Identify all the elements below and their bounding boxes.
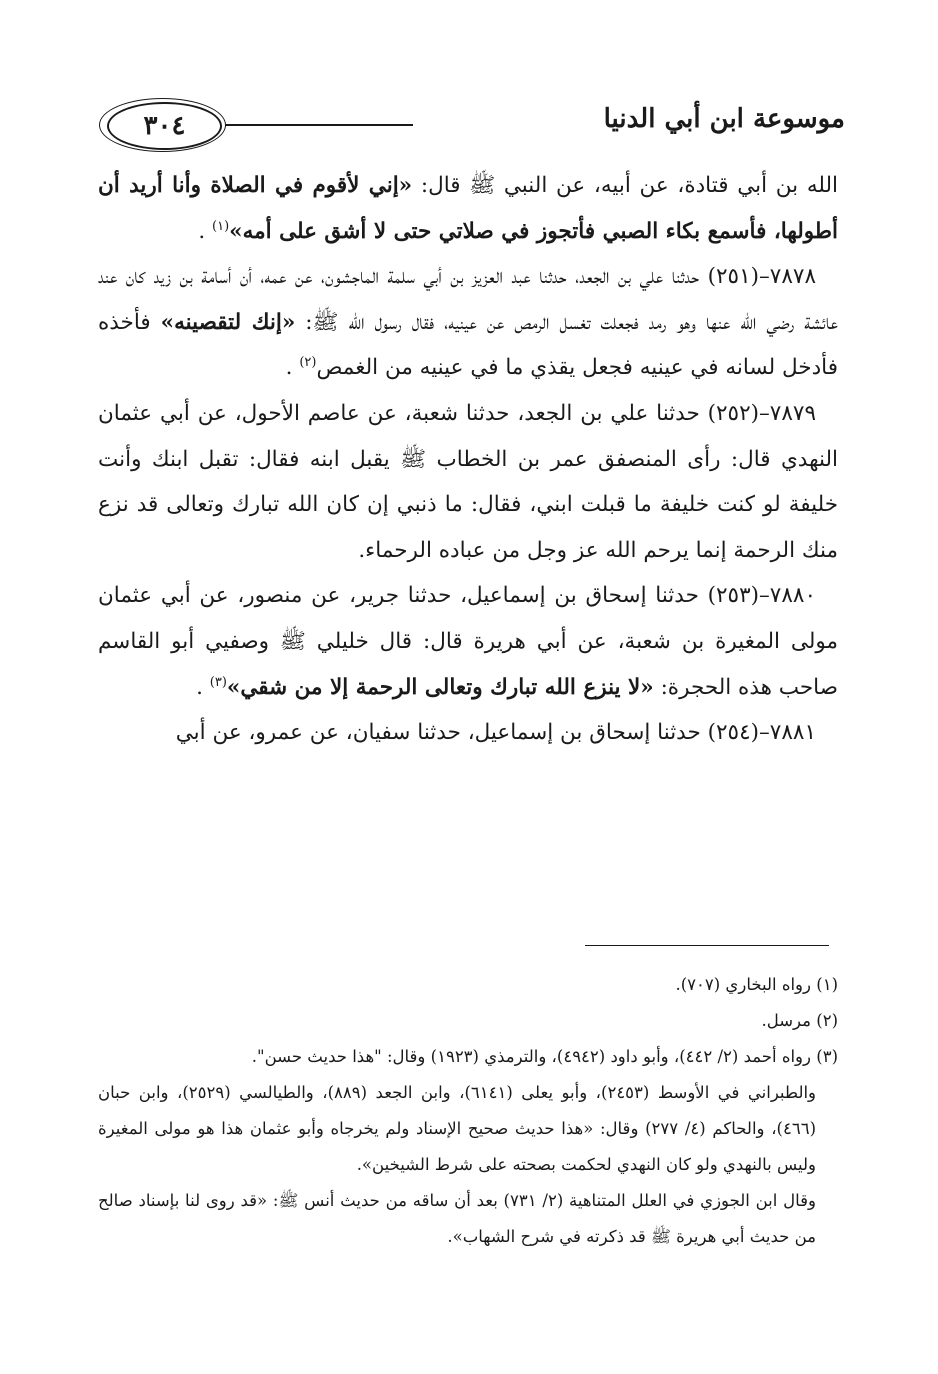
hadith-text: الله بن أبي قتادة، عن أبيه، عن النبي ﷺ قال:: [412, 173, 838, 198]
footnote-3-continued: والطبراني في الأوسط (٢٤٥٣)، وأبو يعلى (٦١٤١)، وابن الجعد (٨٨٩)، والطيالسي (٢٥٢٩)، وابن حبان (٤٦٦)، والحاكم (٤/ ٢٧٧) وقال: «هذا حديث صحيح الإسناد ولم يخرجاه وأبو عثمان هذا هو مولى المغيرة وليس بالنهدي ولو كان النهدي لحكمت بصحته على شرط الشيخين».: [98, 1083, 817, 1174]
footnote-ref: (٣): [209, 674, 227, 690]
footnote-ref: (١): [212, 218, 230, 234]
page-header: [95, 96, 845, 156]
hadith-text: ٧٨٧٨–(٢٥١) حدثنا علي بن الجعد، حدثنا عبد العزيز بن أبي سلمة الماجشون، عن عمه، أن أسامة بن زيد كان عند عائشة رضي الله عنها وهو رمد فجعلت تغسل الرمص عن عينيه، فقال رسول الله ﷺ:: [98, 264, 839, 335]
footnote-2: (٢) مرسل.: [761, 1011, 838, 1030]
footnote-1: (١) رواه البخاري (٧٠٧).: [675, 975, 838, 994]
running-title: موسوعة ابن أبي الدنيا: [603, 104, 845, 134]
hadith-7880: ٧٨٨٠–(٢٥٣) حدثنا إسحاق بن إسماعيل، حدثنا جرير، عن منصور، عن أبي عثمان مولى المغيرة بن شعبة، عن أبي هريرة قال: قال خليلي ﷺ وصفيي أبو القاسم صاحب هذه الحجرة: «لا ينزع الله تبارك وتعالى الرحمة إلا من شقي»$^{(٣)}$ .: [98, 583, 838, 700]
footnote-ref: (٢): [299, 355, 317, 371]
page-number: ٣٠٤: [143, 111, 186, 141]
prophetic-quote: «إنك لتقصينه»: [160, 309, 296, 335]
main-text: [98, 163, 838, 756]
page-number-oval: [107, 102, 222, 150]
footnote-separator: [585, 945, 829, 946]
footnotes: [98, 967, 838, 1255]
hadith-7879: ٧٨٧٩–(٢٥٢) حدثنا علي بن الجعد، حدثنا شعبة، عن عاصم الأحول، عن أبي عثمان النهدي قال: رأى المنصفق عمر بن الخطاب ﷺ يقبل ابنه فقال: تقبل ابنك وأنت خليفة لو كنت خليفة ما قبلت ابني، فقال: ما ذنبي إن كان الله تبارك وتعالى قد نزع منك الرحمة إنما يرحم الله عز وجل من عباده الرحماء.: [98, 400, 838, 563]
hadith-text: فأخذه فأدخل لسانه في عينيه فجعل يقذي ما في عينيه من الغمص: [98, 309, 838, 381]
hadith-continuation: الله بن أبي قتادة، عن أبيه، عن النبي ﷺ قال: «إني لأقوم في الصلاة وأنا أريد أن أطولها، فأسمع بكاء الصبي فأتجوز في صلاتي حتى لا أشق على أمه»$^{(١)}$ .: [98, 173, 838, 244]
hadith-text: ٧٨٨٠–(٢٥٣) حدثنا إسحاق بن إسماعيل، حدثنا جرير، عن منصور، عن أبي عثمان مولى المغيرة بن شعبة، عن أبي هريرة قال: قال خليلي ﷺ وصفيي أبو القاسم صاحب هذه الحجرة:: [98, 583, 838, 700]
footnote-3: (٣) رواه أحمد (٢/ ٤٤٢)، وأبو داود (٤٩٤٢)، والترمذي (١٩٢٣) وقال: "هذا حديث حسن".: [251, 1047, 838, 1066]
hadith-7881: ٧٨٨١–(٢٥٤) حدثنا إسحاق بن إسماعيل، حدثنا سفيان، عن عمرو، عن أبي: [175, 720, 816, 746]
hadith-7878: ٧٨٧٨–(٢٥١) حدثنا علي بن الجعد، حدثنا عبد العزيز بن أبي سلمة الماجشون، عن عمه، أن أسامة بن زيد كان عند عائشة رضي الله عنها وهو رمد فجعلت تغسل الرمص عن عينيه، فقال رسول الله ﷺ: «إنك لتقصينه» فأخذه فأدخل لسانه في عينيه فجعل يقذي ما في عينيه من الغمص$^{(٢)}$ .: [98, 264, 839, 381]
header-rule: [225, 124, 413, 126]
prophetic-quote: «لا ينزع الله تبارك وتعالى الرحمة إلا من شقي»: [226, 674, 654, 700]
prophetic-quote: «إني لأقوم في الصلاة وأنا أريد أن أطولها، فأسمع بكاء الصبي فأتجوز في صلاتي حتى لا أشق على أمه»: [98, 173, 838, 244]
footnote-3-continued: وقال ابن الجوزي في العلل المتناهية (٢/ ٧٣١) بعد أن ساقه من حديث أنس ﷺ: «قد روى لنا بإسناد صالح من حديث أبي هريرة ﷺ قد ذكرته في شرح الشهاب».: [98, 1191, 816, 1246]
